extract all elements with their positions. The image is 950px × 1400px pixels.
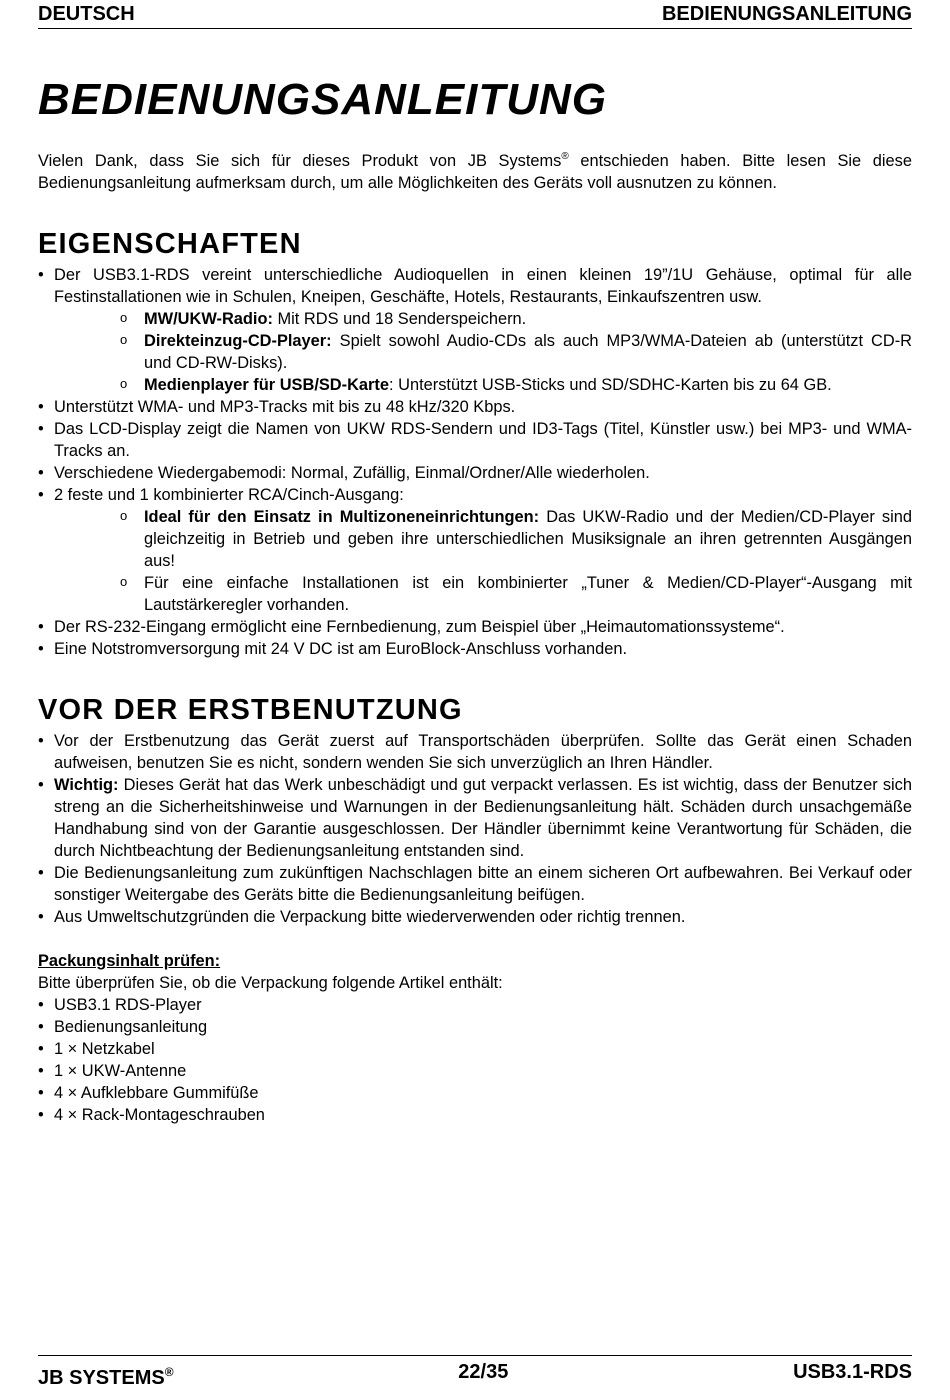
list-item-text: Unterstützt WMA- und MP3-Tracks mit bis zu 48 kHz/320 Kbps.: [54, 398, 516, 416]
sub-item-bold: MW/UKW-Radio:: [144, 310, 273, 328]
before-use-heading: VOR DER ERSTBENUTZUNG: [38, 694, 463, 726]
registered-mark: ®: [561, 151, 569, 162]
sub-list-item: [128, 308, 912, 330]
sub-item-text: Für eine einfache Installationen ist ein kombinierter „Tuner & Medien/CD-Player“-Ausgang mit Lautstärkeregler vorhanden.: [144, 574, 912, 614]
list-item: [38, 862, 912, 906]
list-item-text: Der RS-232-Eingang ermöglicht eine Fernbedienung, zum Beispiel über „Heimautomationssysteme“.: [54, 618, 785, 636]
intro-part2: entschieden haben. Bitte lesen Sie diese Bedienungsanleitung aufmerksam durch, um alle Möglichkeiten des Geräts voll ausnutzen zu können.: [38, 152, 912, 192]
list-item: • USB3.1 RDS-Player: [38, 994, 912, 1016]
list-item-text: Das LCD-Display zeigt die Namen von UKW RDS-Sendern und ID3-Tags (Titel, Künstler usw.) bei MP3- und WMA-Tracks an.: [54, 420, 912, 460]
list-item: • Bedienungsanleitung: [38, 1016, 912, 1038]
list-item-text: Dieses Gerät hat das Werk unbeschädigt und gut verpackt verlassen. Es ist wichtig, dass der Benutzer sich streng an die Sicherheitshinweise und Warnungen in der Bedienungsanleitung hält. Schäden durch unsachgemäße Handhabung sind von der Garantie ausgeschlossen. Der Händler übernimmt keine Verantwortung für Schäden, die durch Nichtbeachtung der Bedienungsanleitung entstanden sind.: [54, 776, 912, 860]
list-item-text: Der USB3.1-RDS vereint unterschiedliche Audioquellen in einen kleinen 19”/1U Gehäuse, optimal für alle Festinstallationen wie in Schulen, Kneipen, Geschäfte, Hotels, Restaurants, Einkaufszentren usw.: [54, 266, 912, 306]
list-item-text: Die Bedienungsanleitung zum zukünftigen Nachschlagen bitte an einem sicheren Ort aufbewahren. Bei Verkauf oder sonstiger Weitergabe des Geräts bitte die Bedienungsanleitung beifügen.: [54, 864, 912, 904]
important-label: Wichtig:: [54, 776, 119, 794]
list-item: [38, 396, 912, 418]
list-item-text: 2 feste und 1 kombinierter RCA/Cinch-Ausgang:: [54, 486, 404, 504]
list-item: [38, 418, 912, 462]
sub-item-bold: Medienplayer für USB/SD-Karte: [144, 376, 390, 394]
list-item: • 4 × Rack-Montageschrauben: [38, 1104, 912, 1126]
list-item: [38, 774, 912, 862]
list-item: [38, 462, 912, 484]
intro-paragraph: [38, 150, 912, 194]
outputs-sublist: [128, 506, 912, 616]
sub-item-text: : Unterstützt USB-Sticks und SD/SDHC-Karten bis zu 64 GB.: [389, 376, 832, 394]
footer-brand: [38, 1360, 174, 1390]
list-item-text: Vor der Erstbenutzung das Gerät zuerst auf Transportschäden überprüfen. Sollte das Gerät einen Schaden aufweisen, benutzen Sie es nicht, sondern wenden Sie sich unverzüglich an Ihren Händler.: [54, 732, 912, 772]
package-intro: Bitte überprüfen Sie, ob die Verpackung folgende Artikel enthält:: [38, 974, 503, 992]
list-item: [38, 264, 912, 396]
sub-list-item: [128, 374, 912, 396]
sub-list-item: [128, 506, 912, 572]
page-content: [38, 70, 912, 1126]
list-item-text: Eine Notstromversorgung mit 24 V DC ist am EuroBlock-Anschluss vorhanden.: [54, 640, 627, 658]
before-use-list: [38, 730, 912, 928]
header-language: DEUTSCH: [38, 3, 135, 25]
package-list: [38, 994, 912, 1126]
sub-list-item: [128, 572, 912, 616]
sub-item-text: Das UKW-Radio und der Medien/CD-Player sind gleichzeitig in Betrieb und geben ihre unterschiedlichen Musiksignale an ihren getrennten Ausgängen aus!: [144, 508, 912, 570]
features-sublist: [128, 308, 912, 396]
page-header: [38, 2, 912, 29]
footer-registered-mark: ®: [164, 1365, 174, 1379]
list-item: [38, 484, 912, 616]
page-number: 22/35: [458, 1361, 509, 1383]
list-item-text: Verschiedene Wiedergabemodi: Normal, Zufällig, Einmal/Ordner/Alle wiederholen.: [54, 464, 650, 482]
list-item: [38, 616, 912, 638]
list-item: • 4 × Aufklebbare Gummifüße: [38, 1082, 912, 1104]
features-heading: EIGENSCHAFTEN: [38, 228, 302, 260]
footer-brand-text: JB SYSTEMS: [38, 1367, 165, 1389]
package-title: Packungsinhalt prüfen:: [38, 952, 221, 970]
features-list: [38, 264, 912, 660]
sub-item-text: Mit RDS und 18 Senderspeichern.: [272, 310, 527, 328]
footer-model: USB3.1-RDS: [793, 1361, 912, 1383]
intro-part1: Vielen Dank, dass Sie sich für dieses Produkt von JB Systems: [38, 152, 562, 170]
list-item: [38, 638, 912, 660]
list-item-text: Aus Umweltschutzgründen die Verpackung bitte wiederverwenden oder richtig trennen.: [54, 908, 686, 926]
list-item: [38, 906, 912, 928]
sub-item-bold: Ideal für den Einsatz in Multizoneneinrichtungen:: [144, 508, 540, 526]
header-doc-title: BEDIENUNGSANLEITUNG: [661, 3, 912, 25]
page-footer: [38, 1355, 912, 1400]
sub-item-bold: Direkteinzug-CD-Player:: [144, 332, 332, 350]
sub-item-text: Spielt sowohl Audio-CDs als auch MP3/WMA-Dateien ab (unterstützt CD-R und CD-RW-Disks).: [144, 332, 912, 372]
list-item: • 1 × UKW-Antenne: [38, 1060, 912, 1082]
sub-list-item: [128, 330, 912, 374]
list-item: [38, 730, 912, 774]
list-item: • 1 × Netzkabel: [38, 1038, 912, 1060]
page-title: BEDIENUNGSANLEITUNG: [38, 75, 608, 124]
